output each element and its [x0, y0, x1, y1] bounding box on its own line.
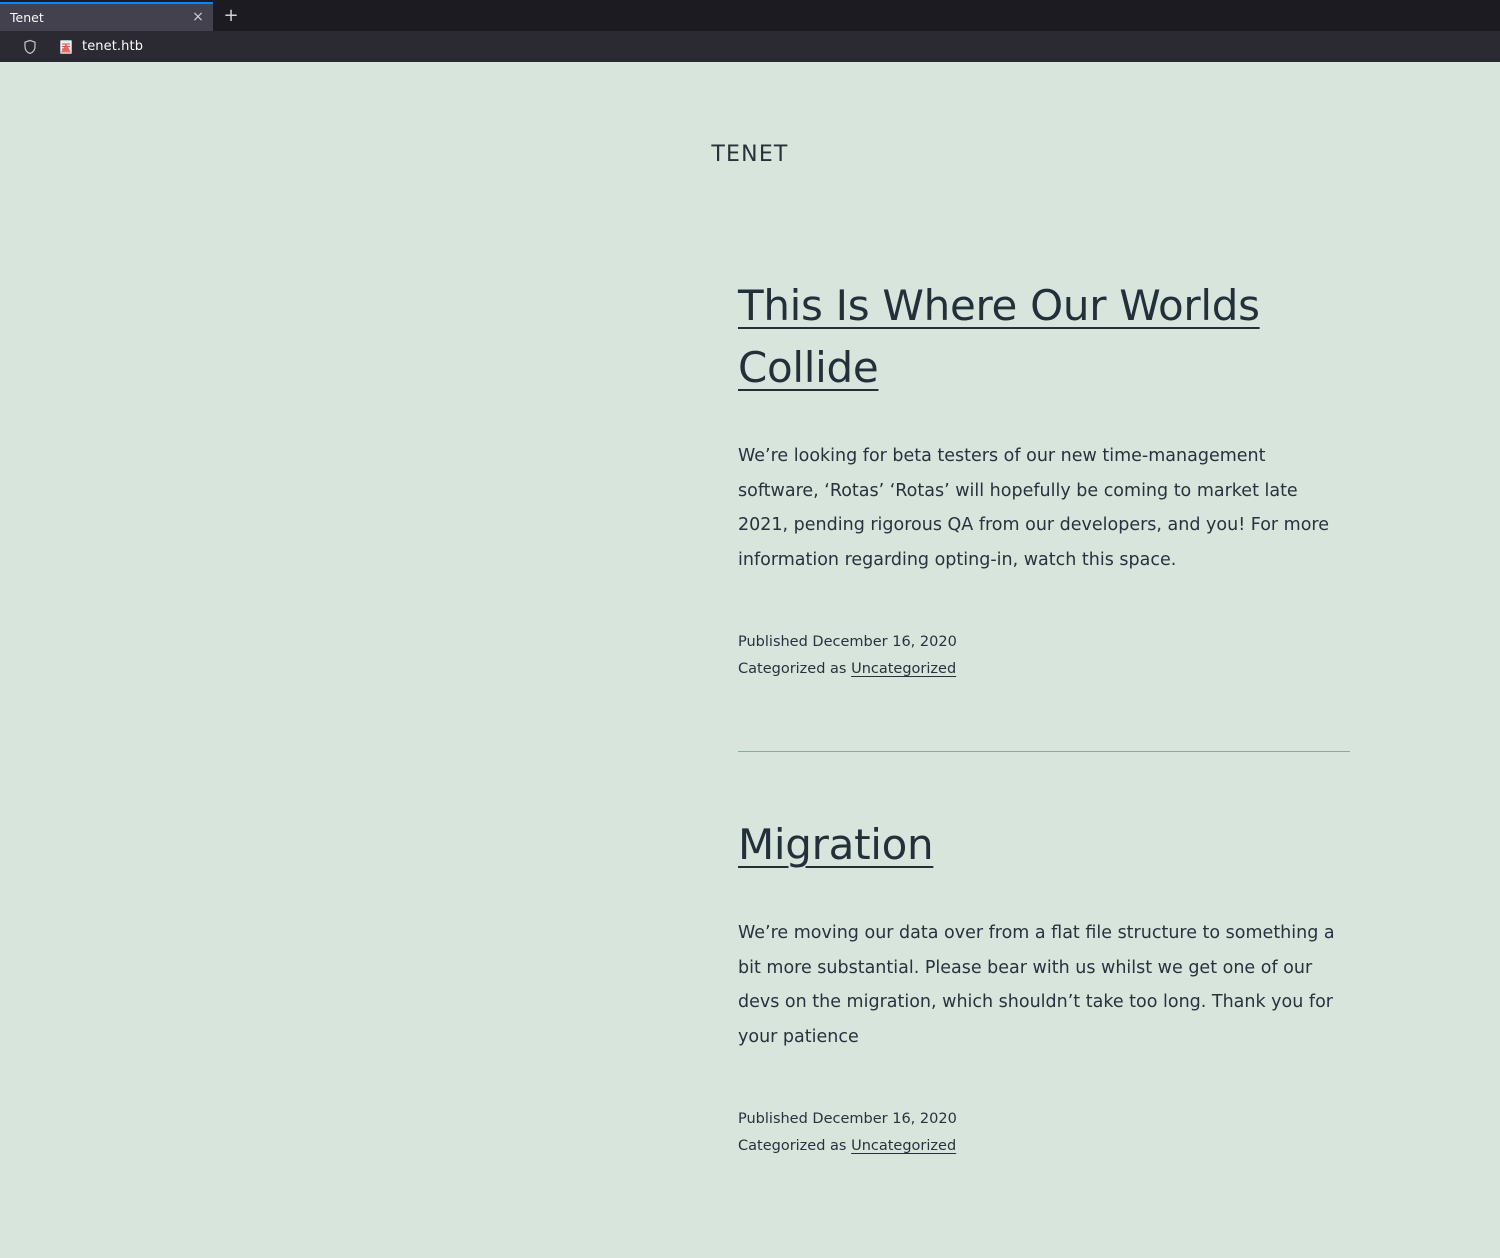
- post-title-link[interactable]: Migration: [738, 820, 934, 869]
- post-title-link[interactable]: This Is Where Our Worlds Collide: [738, 281, 1260, 392]
- categorized-label: Categorized as: [738, 1138, 852, 1154]
- post-item: [738, 275, 1350, 752]
- post-meta: [738, 1106, 1350, 1160]
- tab-strip: [0, 0, 1500, 31]
- post-category-line: [738, 1133, 1350, 1160]
- tab-title: Tenet: [10, 10, 44, 25]
- category-link[interactable]: Uncategorized: [851, 661, 957, 677]
- address-bar[interactable]: [8, 35, 1492, 59]
- post-body: We’re moving our data over from a flat file structure to something a bit more substantial. Please bear with us whilst we get one of our devs on the migration, which shouldn’t take too long. Thank you for your patience: [738, 923, 1335, 1047]
- post-meta: [738, 629, 1350, 683]
- categorized-label: Categorized as: [738, 661, 852, 677]
- browser-tab-tenet[interactable]: [0, 2, 213, 31]
- new-tab-icon[interactable]: +: [223, 5, 239, 26]
- post-published-date: Published December 16, 2020: [738, 634, 957, 650]
- page-content: [0, 62, 1500, 1258]
- navigation-bar: [0, 31, 1500, 62]
- post-category-line: [738, 656, 1350, 683]
- post-item: [738, 752, 1350, 1160]
- post-title: [738, 814, 1350, 876]
- shield-icon[interactable]: [22, 39, 38, 55]
- post-body: We’re looking for beta testers of our new time-management software, ‘Rotas’ ‘Rotas’ will hopefully be coming to market late 2021, pending rigorous QA from our developers, and you! For more information regarding opting-in, watch this space.: [738, 446, 1330, 570]
- url-text[interactable]: tenet.htb: [82, 39, 144, 54]
- post-published-date: Published December 16, 2020: [738, 1111, 957, 1127]
- close-icon[interactable]: ×: [192, 8, 204, 25]
- post-title: [738, 275, 1350, 399]
- post-list: [738, 167, 1350, 1160]
- site-header: [0, 62, 1500, 167]
- category-link[interactable]: Uncategorized: [851, 1138, 957, 1154]
- page-icon: [58, 39, 74, 55]
- browser-chrome: [0, 0, 1500, 62]
- site-title[interactable]: TENET: [711, 142, 789, 167]
